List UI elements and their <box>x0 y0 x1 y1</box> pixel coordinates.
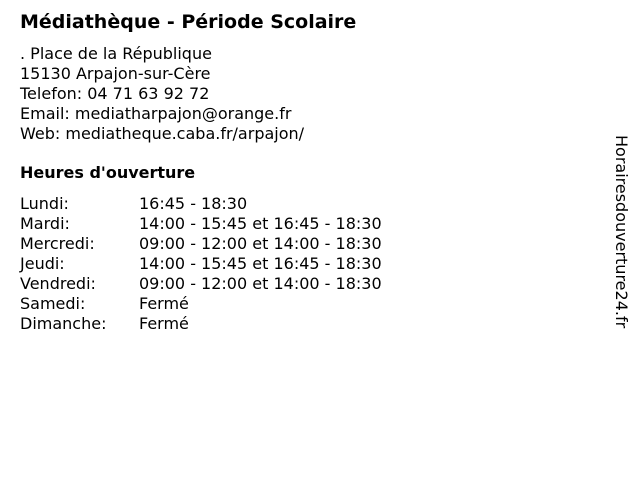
hours-heading: Heures d'ouverture <box>20 163 196 182</box>
opening-hours-list <box>20 194 382 334</box>
time-range: Fermé <box>139 314 189 333</box>
city-address: 15130 Arpajon-sur-Cère <box>20 64 211 83</box>
street-address: . Place de la République <box>20 44 212 63</box>
time-range: Fermé <box>139 294 189 313</box>
time-range: 16:45 - 18:30 <box>139 194 248 213</box>
day-label: Vendredi: <box>20 274 96 293</box>
site-watermark: Horairesdouverture24.fr <box>612 135 631 329</box>
phone-number: Telefon: 04 71 63 92 72 <box>20 84 210 103</box>
hours-row-tuesday <box>20 214 382 234</box>
time-range: 09:00 - 12:00 et 14:00 - 18:30 <box>139 274 382 293</box>
day-label: Dimanche: <box>20 314 107 333</box>
time-range: 09:00 - 12:00 et 14:00 - 18:30 <box>139 234 382 253</box>
hours-row-friday <box>20 274 382 294</box>
day-label: Mardi: <box>20 214 70 233</box>
day-label: Jeudi: <box>20 254 65 273</box>
day-label: Mercredi: <box>20 234 95 253</box>
day-label: Samedi: <box>20 294 86 313</box>
website-url: Web: mediatheque.caba.fr/arpajon/ <box>20 124 305 143</box>
address-block <box>20 44 304 144</box>
day-label: Lundi: <box>20 194 69 213</box>
hours-row-sunday <box>20 314 382 334</box>
hours-row-wednesday <box>20 234 382 254</box>
time-range: 14:00 - 15:45 et 16:45 - 18:30 <box>139 254 382 273</box>
time-range: 14:00 - 15:45 et 16:45 - 18:30 <box>139 214 382 233</box>
page-title: Médiathèque - Période Scolaire <box>20 11 357 33</box>
hours-row-thursday <box>20 254 382 274</box>
hours-row-monday <box>20 194 382 214</box>
hours-row-saturday <box>20 294 382 314</box>
email-address: Email: mediatharpajon@orange.fr <box>20 104 292 123</box>
